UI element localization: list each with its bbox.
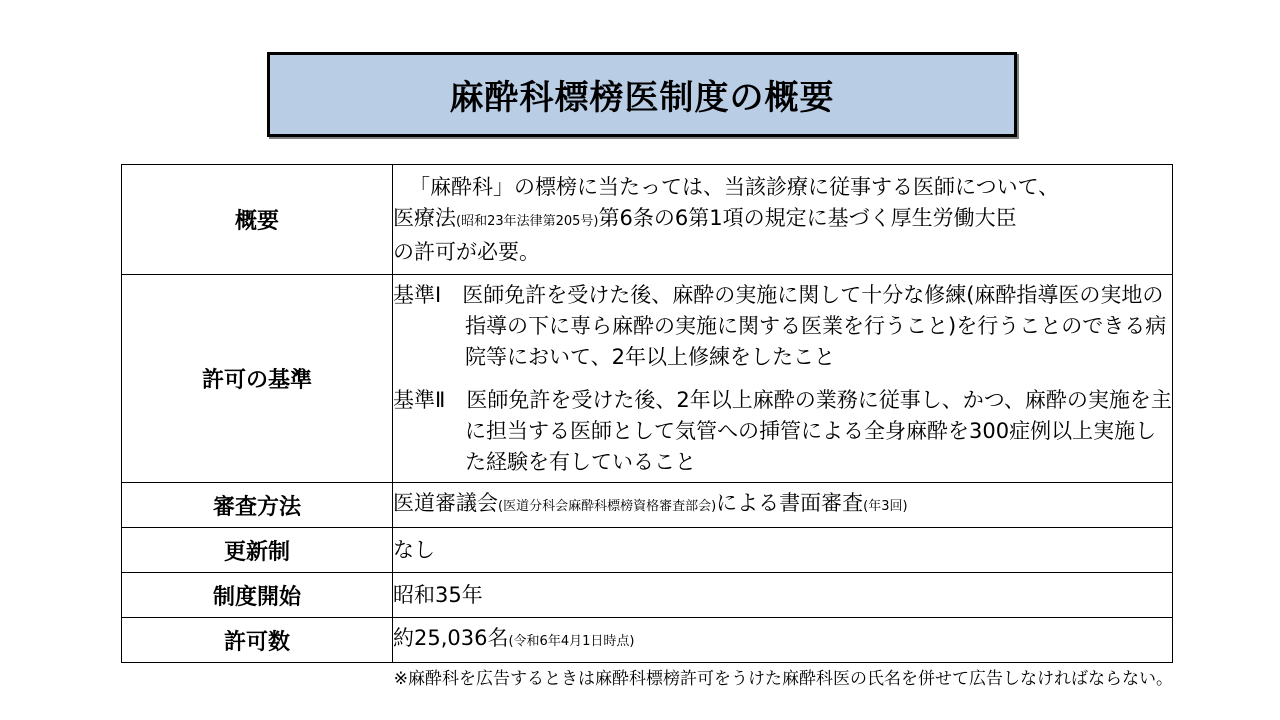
table-row-start: [122, 573, 1173, 618]
row-label-count: 許可数: [122, 618, 393, 663]
criteria-content: [393, 275, 1173, 483]
overview-content: [393, 165, 1173, 275]
row-label-review: 審査方法: [122, 483, 393, 528]
overview-law: 医療法: [393, 205, 456, 230]
overview-table: [121, 164, 1173, 663]
footnote: ※麻酔科を広告するときは麻酔科標榜許可をうけた麻酔科医の氏名を併せて広告しなければならない。: [393, 669, 1173, 689]
review-council: 医道審議会: [393, 491, 498, 515]
overview-article: 第6条の6第1項の規定に基づく厚生労働大臣: [598, 205, 1017, 230]
overview-line3: の許可が必要。: [393, 239, 540, 264]
table-row-renewal: [122, 528, 1173, 573]
page-title: 麻酔科標榜医制度の概要: [267, 52, 1017, 137]
review-subcommittee: (医道分科会麻酔科標榜資格審査部会): [498, 499, 717, 514]
table-row-review: [122, 483, 1173, 528]
criterion-1: 基準Ⅰ 医師免許を受けた後、麻酔の実施に関して十分な修練(麻酔指導医の実地の指導の下に専ら麻酔の実施に関する医業を行うこと)を行うことのできる病院等において、2年以上修練をしたこと: [393, 282, 1167, 369]
review-method: による書面審査: [716, 491, 864, 515]
row-label-criteria: 許可の基準: [122, 275, 393, 483]
start-value: 昭和35年: [393, 573, 1173, 618]
criterion-2: 基準Ⅱ 医師免許を受けた後、2年以上麻酔の業務に従事し、かつ、麻酔の実施を主に担当する医師として気管への挿管による全身麻酔を300症例以上実施した経験を有していること: [393, 387, 1172, 474]
row-label-overview: 概要: [122, 165, 393, 275]
row-label-start: 制度開始: [122, 573, 393, 618]
count-value: 約25,036名: [393, 626, 509, 650]
row-label-renewal: 更新制: [122, 528, 393, 573]
review-content: [393, 483, 1173, 528]
count-date-note: (令和6年4月1日時点): [508, 634, 635, 649]
table-row-overview: [122, 165, 1173, 275]
review-frequency: (年3回): [863, 499, 908, 514]
renewal-value: なし: [393, 528, 1173, 573]
table-row-count: [122, 618, 1173, 663]
overview-line1: 「麻酔科」の標榜に当たっては、当該診療に従事する医師について、: [409, 174, 1060, 199]
table-row-criteria: [122, 275, 1173, 483]
overview-law-note: (昭和23年法律第205号): [456, 213, 599, 229]
count-content: [393, 618, 1173, 663]
overview-line2: [393, 203, 1172, 237]
